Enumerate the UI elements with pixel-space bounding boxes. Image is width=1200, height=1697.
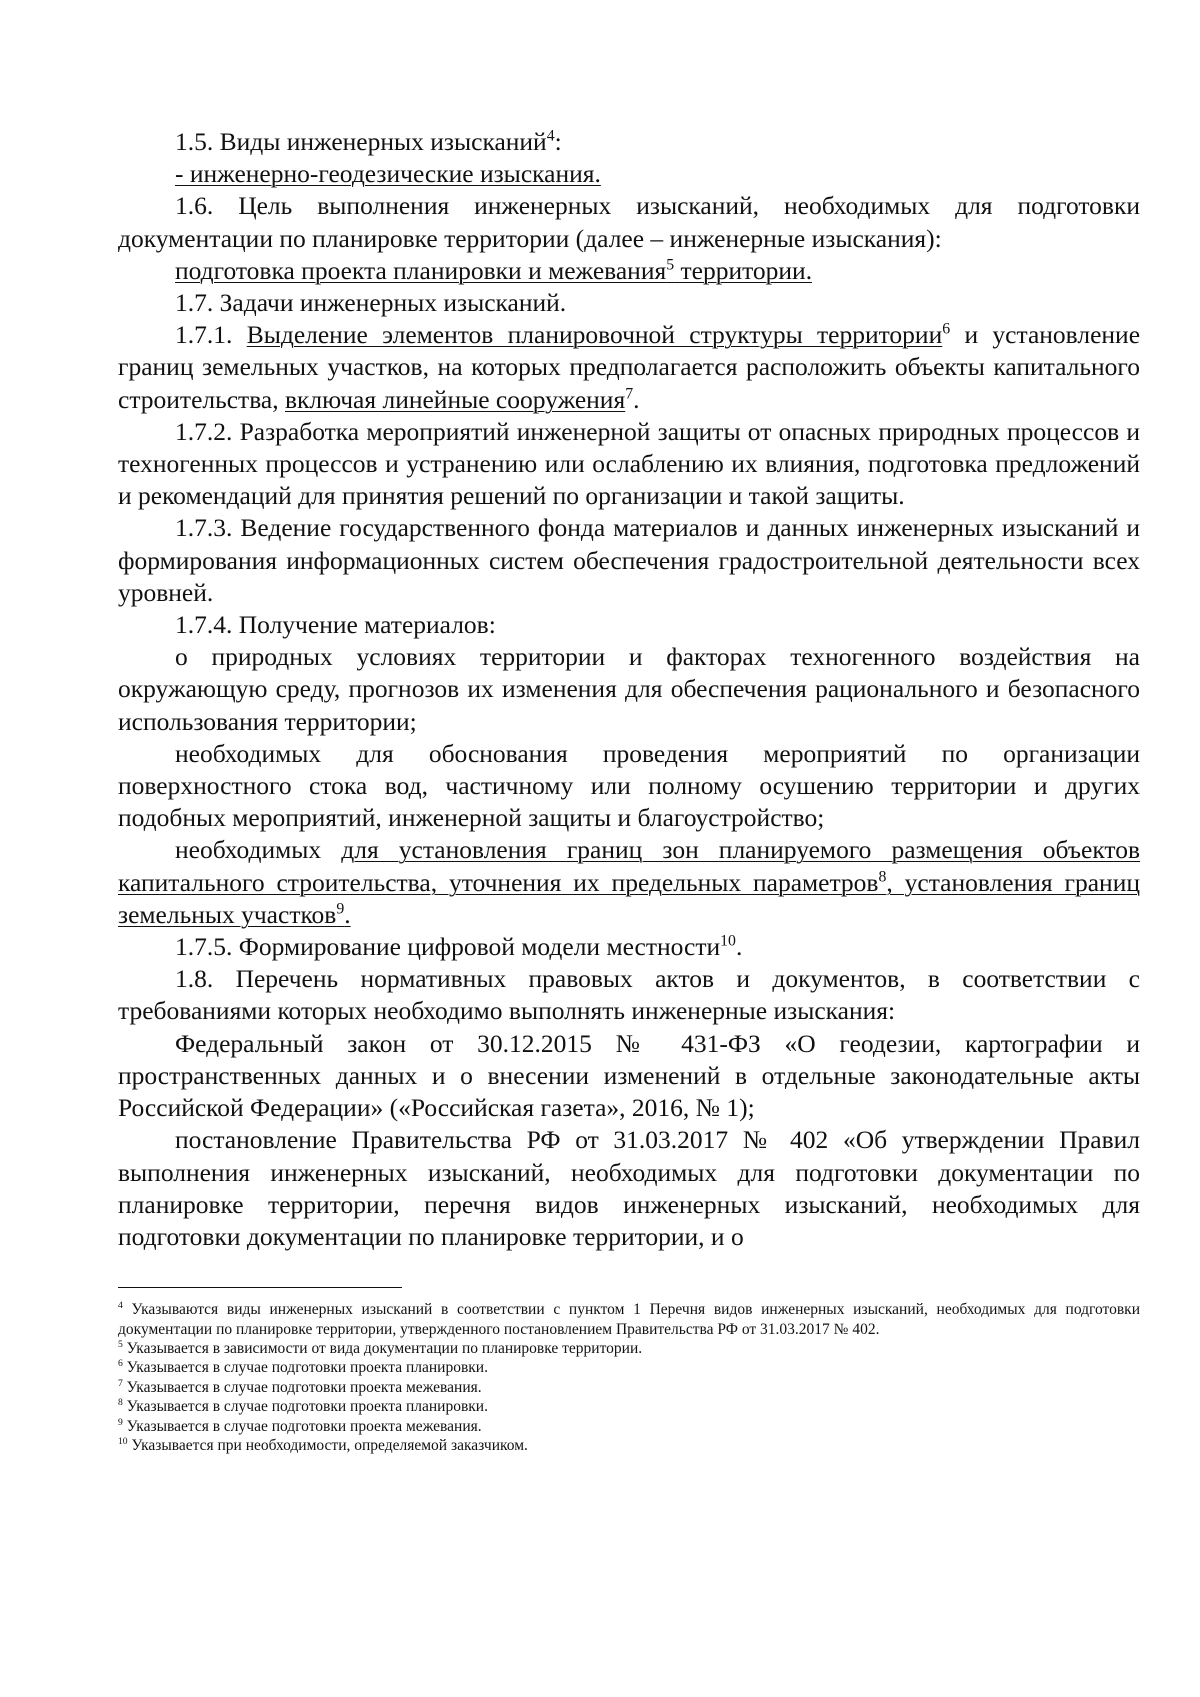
paragraph-1-7-4-a: о природных условиях территории и факторах техногенного воздействия на окружающую среду, прогнозов их изменения для обеспечения рационального и безопасного использования территории; [118,642,1140,736]
paragraph-1-5: 1.5. Виды инженерных изысканий$^4$: [175,127,562,156]
footnotes [118,1300,1140,1455]
footnote-ref-10: 10 [720,932,736,950]
paragraph-1-8: 1.8. Перечень нормативных правовых актов и документов, в соответствии с требованиями которых необходимо выполнять инженерные изыскания: [118,964,1140,1026]
footnote-9: $^9$ Указывается в случае подготовки проекта межевания. [118,1416,482,1435]
footnote-7: $^7$ Указывается в случае подготовки проекта межевания. [118,1377,482,1396]
paragraph-1-7-4-c: необходимых для установления границ зон планируемого размещения объектов капитального строительства, уточнения их предельных параметров$^8$, установления границ земельных участков$^9$. [118,835,1141,929]
paragraph-1-8-law: Федеральный закон от 30.12.2015 № 431-ФЗ «О геодезии, картографии и пространственных данных и о внесении изменений в отдельные законодательные акты Российской Федерации» («Российская газета», 2016, № 1); [118,1028,1140,1123]
paragraph-1-6: 1.6. Цель выполнения инженерных изысканий, необходимых для подготовки документации по планировке территории (далее – инженерные изыскания): [118,191,1140,253]
paragraph-1-7-4: 1.7.4. Получение материалов: [175,610,496,640]
footnote-8: $^8$ Указывается в случае подготовки проекта планировки. [118,1396,488,1416]
footnote-ref-4: 4 [546,127,555,145]
footnote-ref-8: 8 [878,868,887,886]
footnote-ref-9: 9 [336,900,345,918]
footnote-10: $^{10}$ Указывается при необходимости, определяемой заказчиком. [118,1435,528,1454]
paragraph-1-7-3: 1.7.3. Ведение государственного фонда материалов и данных инженерных изысканий и формирования информационных систем обеспечения градостроительной деятельности всех уровней. [118,513,1140,607]
paragraph-1-7-5: 1.7.5. Формирование цифровой модели местности$^{10}$. [175,932,743,962]
footnote-4: $^4$ Указываются виды инженерных изысканий в соответствии с пунктом 1 Перечня видов инженерных изысканий, необходимых для подготовки документации по планировке территории, утвержденного постановлением Правительства РФ от 31.03.2017 № 402. [118,1299,1140,1338]
paragraph-1-7-4-b: необходимых для обоснования проведения мероприятий по организации поверхностного стока вод, частичному или полному осушению территории и других подобных мероприятий, инженерной защиты и благоустройство; [118,738,1140,833]
footnote-5: $^5$ Указывается в зависимости от вида документации по планировке территории. [118,1338,643,1357]
paragraph-1-7-1: 1.7.1. Выделение элементов планировочной структуры территории$^6$ и установление границ земельных участков, на которых предполагается расположить объекты капитального строительства, включая линейные сооружения$^7$. [118,320,1141,414]
footnote-6: $^6$ Указывается в случае подготовки проекта планировки. [118,1358,488,1377]
footnote-ref-7: 7 [625,385,634,403]
paragraph-1-7-2: 1.7.2. Разработка мероприятий инженерной защиты от опасных природных процессов и техногенных процессов и устранению или ослаблению их влияния, подготовка предложений и рекомендаций для принятия решений по организации и такой защиты. [118,416,1140,511]
paragraph-1-5-item: - инженерно-геодезические изыскания. [175,159,601,189]
paragraph-1-8-decree: постановление Правительства РФ от 31.03.2017 № 402 «Об утверждении Правил выполнения инженерных изысканий, необходимых для подготовки документации по планировке территории, перечня видов инженерных изысканий, необходимых для подготовки документации по планировке территории, и о [118,1125,1140,1251]
paragraph-1-7: 1.7. Задачи инженерных изысканий. [175,288,567,318]
footnote-ref-6: 6 [942,320,951,338]
footnote-separator [118,1287,402,1288]
paragraph-1-6-goal: подготовка проекта планировки и межевания$^5$ территории. [175,255,813,285]
footnote-ref-5: 5 [666,256,675,274]
